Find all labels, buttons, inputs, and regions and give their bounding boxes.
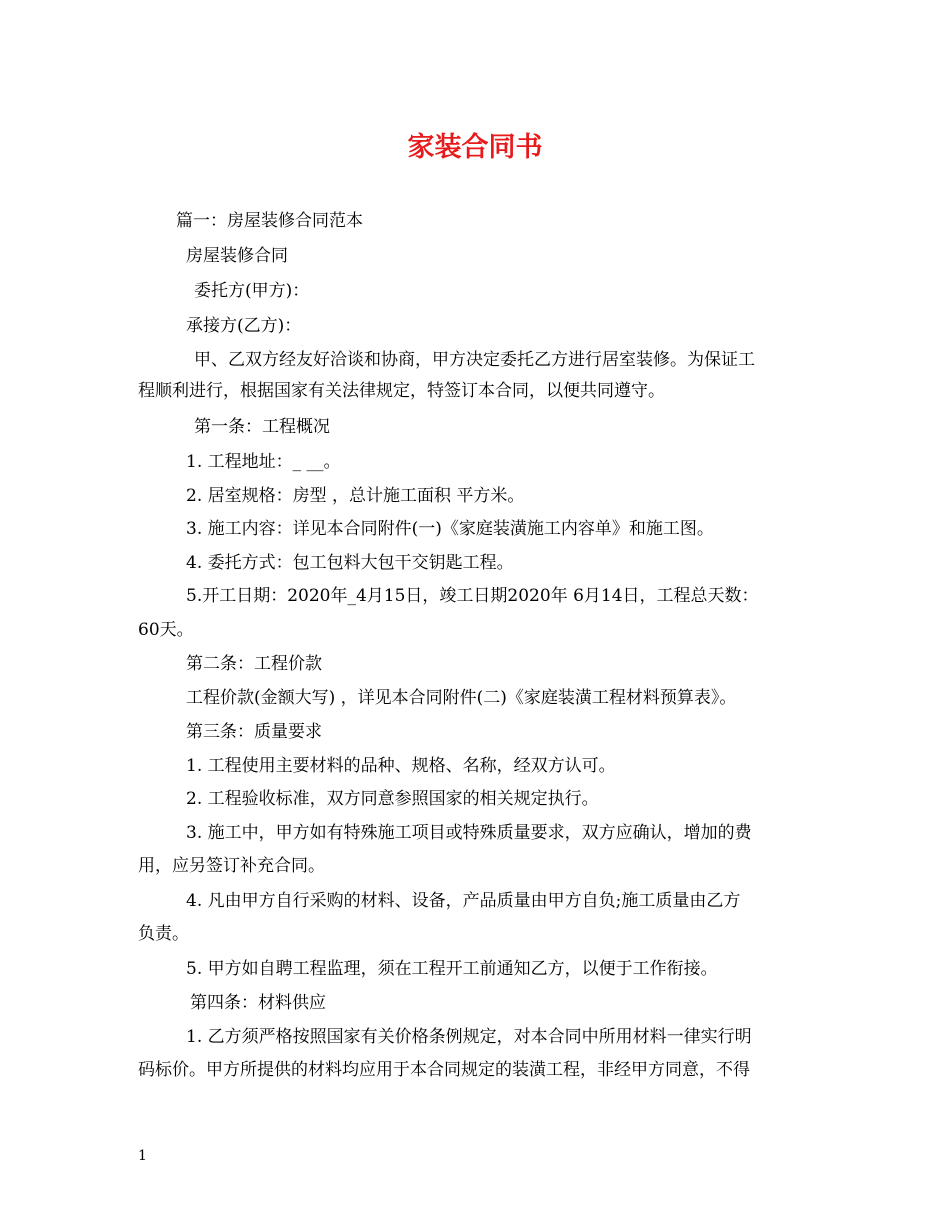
list-item-continuation: 60天。	[138, 620, 194, 640]
list-item: 5.开工日期：2020年_4月15日，竣工日期2020年 6月14日，工程总天数：	[186, 586, 759, 606]
list-item: 1. 工程使用主要材料的品种、规格、名称，经双方认可。	[186, 756, 616, 776]
list-item: 3. 施工中，甲方如有特殊施工项目或特殊质量要求，双方应确认，增加的费	[186, 823, 752, 843]
article-heading: 第二条：工程价款	[186, 654, 322, 674]
list-item: 2. 居室规格：房型 ，总计施工面积 平方米。	[186, 486, 525, 506]
article-heading: 第四条：材料供应	[190, 993, 326, 1013]
list-item: 4. 委托方式：包工包料大包干交钥匙工程。	[186, 553, 514, 573]
list-item: 3. 施工内容：详见本合同附件(一)《家庭装潢施工内容单》和施工图。	[186, 519, 714, 539]
page-title: 家装合同书	[407, 132, 543, 163]
list-item: 5. 甲方如自聘工程监理，须在工程开工前通知乙方，以便于工作衔接。	[186, 959, 718, 979]
party-b-label: 承接方(乙方)：	[186, 316, 302, 336]
list-item: 4. 凡由甲方自行采购的材料、设备，产品质量由甲方自负;施工质量由乙方	[186, 891, 741, 911]
page-number: 1	[138, 1148, 147, 1164]
paragraph-line: 程顺利进行，根据国家有关法律规定，特签订本合同，以便共同遵守。	[138, 381, 665, 401]
list-item: 1. 乙方须严格按照国家有关价格条例规定，对本合同中所用材料一律实行明	[186, 1027, 752, 1047]
paragraph-line: 甲、乙双方经友好洽谈和协商，甲方决定委托乙方进行居室装修。为保证工	[194, 350, 755, 370]
list-item-continuation: 用，应另签订补充合同。	[138, 856, 325, 876]
contract-subtitle: 房屋装修合同	[186, 246, 288, 266]
paragraph-line: 工程价款(金额大写) ，详见本合同附件(二)《家庭装潢工程材料预算表》。	[186, 688, 737, 708]
article-heading: 第一条：工程概况	[194, 417, 330, 437]
list-item-continuation: 负责。	[138, 924, 189, 944]
article-heading: 第三条：质量要求	[186, 722, 322, 742]
section-heading: 篇一：房屋装修合同范本	[176, 211, 363, 231]
list-item: 2. 工程验收标准，双方同意参照国家的相关规定执行。	[186, 789, 599, 809]
party-a-label: 委托方(甲方)：	[194, 281, 310, 301]
list-item: 1. 工程地址：_ __。	[186, 452, 341, 472]
list-item-continuation: 码标价。甲方所提供的材料均应用于本合同规定的装潢工程，非经甲方同意，不得	[138, 1060, 750, 1080]
